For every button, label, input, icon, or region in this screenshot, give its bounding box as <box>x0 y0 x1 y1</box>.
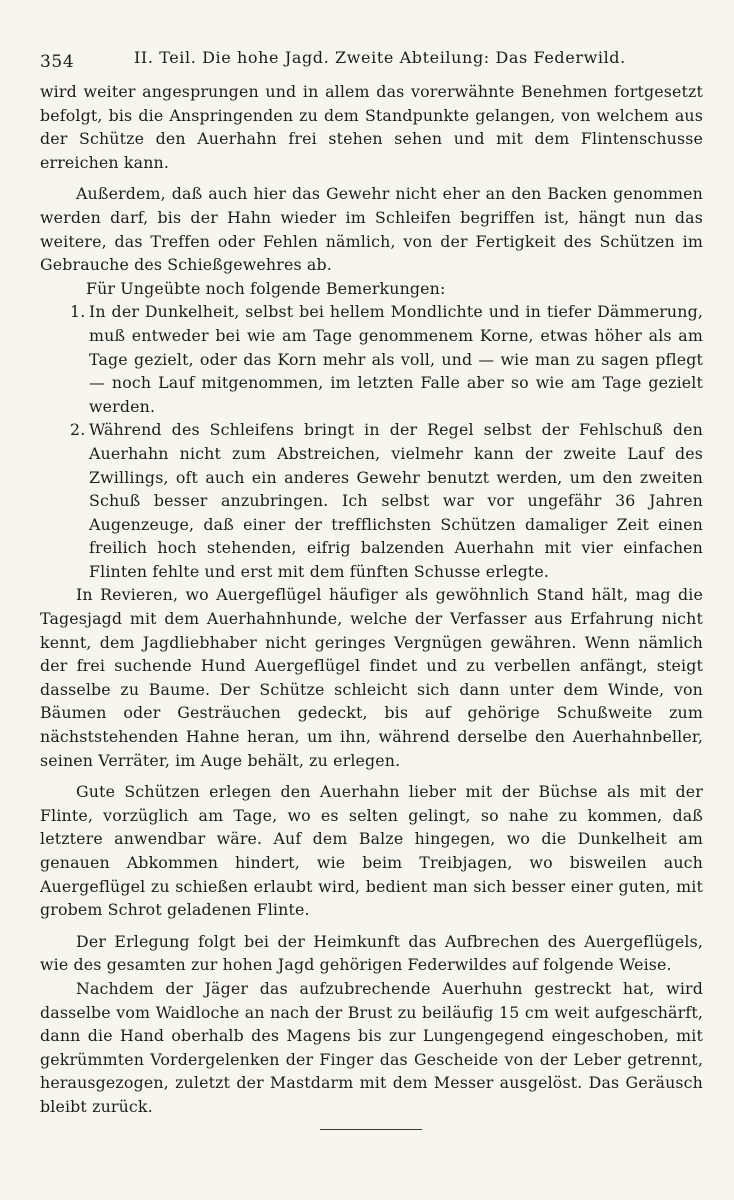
paragraph-gute-schuetzen: Gute Schützen erlegen den Auerhahn lieber mit der Büchse als mit der Flinte, vorzüglich am Tage, wo es selten gelingt, so nahe zu kommen, daß letztere anwendbar wäre. Auf dem Balze hingegen, wo die Dunkelheit am genauen Abkommen hindert, wie beim Treibjagen, wo bisweilen auch Auergeflügel zu schießen erlaubt wird, bedient man sich besser einer guten, mit grobem Schrot geladenen Flinte. <box>40 782 703 920</box>
body-text <box>40 80 703 1119</box>
numbered-list <box>40 300 703 583</box>
list-item-number: 1. <box>70 302 86 322</box>
paragraph-erlegung: Der Erlegung folgt bei der Heimkunft das Aufbrechen des Auergeflügels, wie des gesamten zur hohen Jagd gehörigen Federwildes auf folgende Weise. <box>40 931 703 975</box>
list-item-number: 2. <box>70 420 86 440</box>
page-header <box>40 40 703 80</box>
paragraph-bemerkungen-intro: Für Ungeübte noch folgende Bemerkungen: <box>86 278 446 298</box>
end-rule <box>320 1129 422 1130</box>
page-number: 354 <box>40 52 75 72</box>
paragraph-continuation: wird weiter angesprungen und in allem das vorerwähnte Benehmen fortgesetzt befolgt, bis die Anspringenden zu dem Standpunkte gelangen, von welchem aus der Schütze den Auerhahn frei stehen sehen und mit dem Flintenschusse erreichen kann. <box>40 82 703 172</box>
list-item-text: Während des Schleifens bringt in der Regel selbst der Fehlschuß den Auerhahn nicht zum Abstreichen, vielmehr kann der zweite Lauf des Zwillings, oft auch ein anderes Gewehr benutzt werden, um den zweiten Schuß besser anzubringen. Ich selbst war vor ungefähr 36 Jahren Augenzeuge, daß einer der trefflichsten Schützen damaliger Zeit einen freilich hoch stehenden, eifrig balzenden Auerhahn mit vier einfachen Flinten fehlte und erst mit dem fünften Schusse erlegte. <box>89 420 703 581</box>
running-head: II. Teil. Die hohe Jagd. Zweite Abteilung: Das Federwild. <box>134 48 626 67</box>
paragraph-aufbrechen: Nachdem der Jäger das aufzubrechende Auerhuhn gestreckt hat, wird dasselbe vom Waidloche an nach der Brust zu beiläufig 15 cm weit aufgeschärft, dann die Hand oberhalb des Magens bis zur Lungengegend eingeschoben, mit gekrümmten Vordergelenken der Finger das Gescheide von der Leber getrennt, herausgezogen, zuletzt der Mastdarm mit dem Messer ausgelöst. Das Geräusch bleibt zurück. <box>40 978 703 1116</box>
list-item-text: In der Dunkelheit, selbst bei hellem Mondlichte und in tiefer Dämmerung, muß entweder bei wie am Tage genommenem Korne, etwas höher als am Tage gezielt, oder das Korn mehr als voll, und — wie man zu sagen pflegt — noch Lauf mitgenommen, im letzten Falle aber so wie am Tage gezielt werden. <box>89 302 703 416</box>
paragraph-ausserdem: Außerdem, daß auch hier das Gewehr nicht eher an den Backen genommen werden darf, bis der Hahn wieder im Schleifen begriffen ist, hängt nun das weitere, das Treffen oder Fehlen nämlich, von der Fertigkeit des Schützen im Gebrauche des Schießgewehres ab. <box>40 184 703 275</box>
list-item <box>40 300 703 418</box>
list-item <box>40 418 703 583</box>
paragraph-revieren: In Revieren, wo Auergeflügel häufiger als gewöhnlich Stand hält, mag die Tagesjagd mit dem Auerhahnhunde, welche der Verfasser aus Erfahrung nicht kennt, dem Jagdliebhaber nicht geringes Vergnügen gewähren. Wenn nämlich der frei suchende Hund Auergeflügel findet und zu verbellen anfängt, steigt dasselbe zu Baume. Der Schütze schleicht sich dann unter dem Winde, von Bäumen oder Gesträuchen gedeckt, bis auf gehörige Schußweite zum nächststehenden Hahne heran, um ihn, während derselbe den Auerhahnbeller, seinen Verräter, im Auge behält, zu erlegen. <box>40 585 703 770</box>
